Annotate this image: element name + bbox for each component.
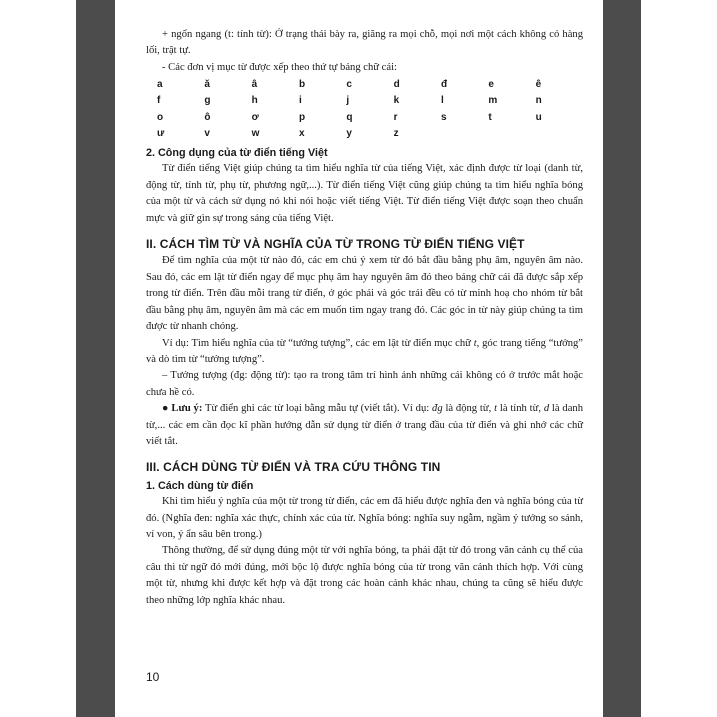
section-heading-3: III. CÁCH DÙNG TỪ ĐIỂN VÀ TRA CỨU THÔNG TIN bbox=[146, 460, 441, 475]
alphabet-letter: z bbox=[393, 127, 399, 139]
alphabet-letter: c bbox=[346, 79, 352, 91]
vi-du-letter-t: t bbox=[473, 337, 477, 349]
alphabet-letter: ô bbox=[204, 111, 211, 123]
alphabet-letter: k bbox=[393, 95, 400, 107]
alphabet-letter: j bbox=[346, 95, 350, 107]
luu-y-e: là danh từ,... các em cần đọc kĩ phần hướng dẫn sử dụng từ điển ở trang đầu của từ điển và ghi nhớ các chữ viết tắt. bbox=[146, 403, 583, 447]
luu-y-c: là tính từ, bbox=[497, 403, 544, 415]
alphabet-letter: f bbox=[157, 95, 161, 107]
alphabet-letter: ơ bbox=[251, 111, 259, 123]
abbr-dg: đg bbox=[432, 403, 443, 415]
alphabet-letter: s bbox=[440, 111, 447, 123]
alphabet-letter: d bbox=[393, 79, 400, 91]
alphabet-letter: t bbox=[488, 111, 492, 123]
alphabet-letter: o bbox=[157, 111, 164, 123]
alphabet-letter: l bbox=[440, 95, 444, 107]
paragraph-nghia-den-bong: Khi tìm hiểu ý nghĩa của một từ trong từ điển, các em đã hiểu được nghĩa đen và nghĩa bóng của từ đó. (Nghĩa đen: nghĩa xác thực, chính xác của từ. Nghĩa bóng: nghĩa suy ngẫm, ngầm ý tưởng so sánh, ví von, ý ẩn sâu bên trong.) bbox=[146, 496, 583, 540]
vi-du-text-b: , góc trang tiếng “tưởng” và dò tìm từ “tưởng tượng”. bbox=[146, 337, 584, 365]
page-number: 10 bbox=[146, 670, 160, 684]
alphabet-letter: m bbox=[488, 95, 498, 107]
alphabet-letter: x bbox=[298, 127, 305, 139]
paragraph-cach-tim: Để tìm nghĩa của một từ nào đó, các em chú ý xem từ đó bắt đầu bằng phụ âm, nguyên âm nào. Sau đó, các em lật từ điển ngay để mục phụ âm hay nguyên âm đó theo bảng chữ cái đã được sắp xếp trong từ điển. Trên đầu mỗi trang từ điển, ở góc phải và góc trái đều có từ minh hoạ cho nhóm từ bắt đầu bằng phụ âm, nguyên âm mà các em muốn tìm ngay trang đó. Các góc in từ này giúp chúng ta tìm được từ nhanh chóng. bbox=[146, 255, 583, 333]
alphabet-letter: y bbox=[346, 127, 352, 139]
paragraph-luu-y bbox=[146, 401, 583, 450]
alphabet-table bbox=[146, 77, 583, 142]
alphabet-letter: đ bbox=[440, 79, 448, 91]
page-content bbox=[146, 27, 583, 609]
alphabet-letter: ê bbox=[535, 79, 542, 91]
alphabet-letter: e bbox=[488, 79, 494, 91]
subheading-cach-dung: 1. Cách dùng từ điển bbox=[146, 479, 254, 492]
alphabet-letter: p bbox=[298, 111, 306, 123]
paragraph-tuong-tuong: – Tưởng tượng (đg: động từ): tạo ra trong tâm trí hình ảnh những cái không có ở trước mắt hoặc chưa hề có. bbox=[146, 370, 583, 398]
alphabet-letter: h bbox=[251, 95, 258, 107]
alphabet-letter: r bbox=[393, 111, 398, 123]
abbr-d: d bbox=[543, 403, 550, 415]
alphabet-letter: w bbox=[251, 127, 260, 139]
paragraph-cong-dung: Từ điển tiếng Việt giúp chúng ta tìm hiểu nghĩa từ của tiếng Việt, xác định được từ loại (danh từ, động từ, tính từ, phụ từ, phương ngữ,...). Từ điển tiếng Việt cũng giúp chúng ta tìm hiểu nghĩa bóng của một từ và cách sử dụng nó khi nói hoặc viết tiếng Việt. Từ điển tiếng Việt được soạn theo chuẩn mực và giữ gìn sự trong sáng của tiếng Việt. bbox=[146, 163, 583, 224]
alphabet-letter: n bbox=[535, 95, 542, 107]
luu-y-b: là động từ, bbox=[442, 403, 495, 415]
paragraph-vi-du bbox=[146, 336, 583, 369]
alphabet-letter: a bbox=[157, 79, 163, 91]
binding-shadow-left bbox=[76, 0, 115, 717]
alphabet-letter: v bbox=[204, 127, 210, 139]
alphabet-letter: i bbox=[298, 95, 302, 107]
definition-ngon-ngang: + ngổn ngang (t: tính từ): Ở trạng thái bày ra, giăng ra mọi chỗ, mọi nơi một cách không có hàng lối, trật tự. bbox=[146, 29, 583, 57]
abbr-t: t bbox=[494, 403, 498, 415]
paragraph-thong-thuong: Thông thường, để sử dụng đúng một từ với nghĩa bóng, ta phải đặt từ đó trong văn cảnh cụ thể của câu thì từ ngữ đó mới đúng, mới bộc lộ được nghĩa bóng của từ trong văn cảnh thích hợp. Với cùng một từ, nhưng khi được kết hợp và đặt trong các hoàn cảnh khác nhau, chúng ta cũng sẽ hiểu được theo những lớp nghĩa khác nhau. bbox=[146, 545, 583, 606]
alphabet-letter: u bbox=[535, 111, 542, 123]
book-page bbox=[115, 0, 603, 717]
luu-y-label: ● Lưu ý: bbox=[162, 403, 203, 415]
section-heading-2: II. CÁCH TÌM TỪ VÀ NGHĨA CỦA TỪ TRONG TỪ ĐIỂN TIẾNG VIỆT bbox=[146, 237, 525, 252]
alphabet-letter: ă bbox=[204, 79, 210, 91]
subheading-cong-dung: 2. Công dụng của từ điển tiếng Việt bbox=[146, 147, 328, 160]
alphabet-letter: ư bbox=[157, 127, 165, 139]
alphabet-letter: b bbox=[298, 79, 306, 91]
alphabet-letter: g bbox=[204, 95, 211, 107]
vi-du-text-a: Ví dụ: Tìm hiểu nghĩa của từ “tưởng tượng”, các em lật từ điển mục chữ bbox=[162, 337, 474, 349]
luu-y-a: Từ điển ghi các từ loại bằng mẫu tự (viết tắt). Ví dụ: bbox=[202, 403, 433, 415]
alphabet-intro: - Các đơn vị mục từ được xếp theo thứ tự bảng chữ cái: bbox=[162, 61, 397, 73]
alphabet-letter: â bbox=[251, 79, 258, 91]
alphabet-letter: q bbox=[346, 111, 353, 123]
binding-shadow-right bbox=[603, 0, 641, 717]
